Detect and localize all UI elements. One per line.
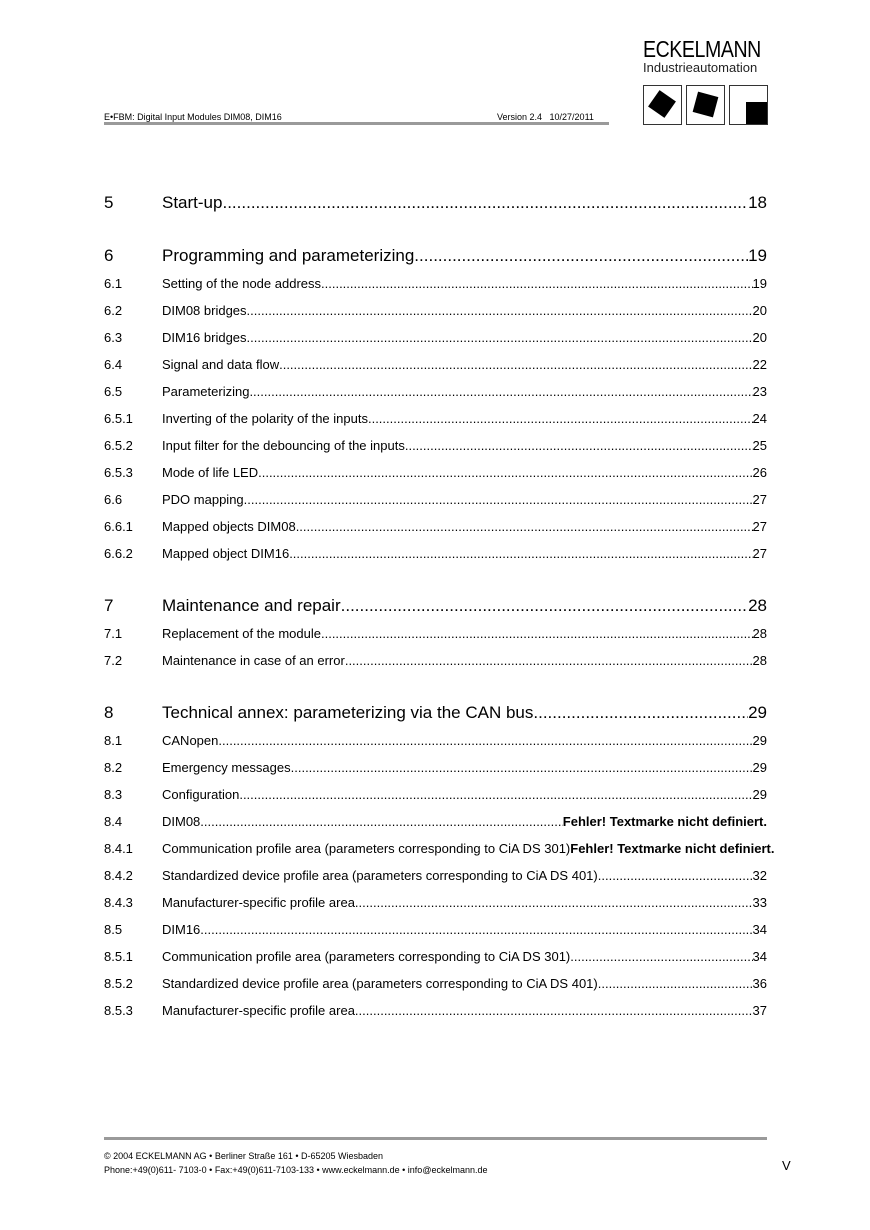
toc-page: 20	[752, 330, 767, 345]
toc-entry[interactable]	[104, 324, 767, 351]
logo-square-icon	[686, 85, 725, 125]
toc-entry[interactable]	[104, 647, 767, 674]
toc-page: 36	[752, 976, 767, 991]
toc-page: 27	[752, 492, 767, 507]
toc-number: 7	[104, 596, 114, 615]
toc-title: CANopen	[162, 733, 219, 748]
toc-leader-dots	[368, 405, 753, 432]
footer-address: © 2004 ECKELMANN AG • Berliner Straße 161 • D-65205 Wiesbaden	[104, 1151, 384, 1161]
toc-error-text: Fehler! Textmarke nicht definiert.	[562, 814, 767, 829]
toc-title: DIM16	[162, 922, 201, 937]
toc-leader-dots	[296, 513, 753, 540]
toc-entry[interactable]	[104, 513, 767, 540]
toc-page: 33	[752, 895, 767, 910]
toc-entry[interactable]	[104, 808, 767, 835]
toc-number: 6.4	[104, 357, 123, 372]
toc-entry[interactable]	[104, 242, 767, 270]
toc-leader-dots	[247, 324, 753, 351]
toc-page: 29	[748, 703, 767, 722]
toc-title: DIM08	[162, 814, 201, 829]
toc-number: 5	[104, 193, 114, 212]
logo-subtitle: Industrieautomation	[643, 60, 758, 75]
toc-title: Standardized device profile area (parameters corresponding to CiA DS 401)	[162, 976, 598, 991]
toc-leader-dots	[414, 242, 748, 270]
toc-page: 37	[752, 1003, 767, 1018]
toc-page: 29	[752, 787, 767, 802]
toc-title: DIM16 bridges	[162, 330, 247, 345]
toc-leader-dots	[405, 432, 753, 459]
toc-title: Mapped objects DIM08	[162, 519, 296, 534]
toc-page: 27	[752, 519, 767, 534]
toc-leader-dots	[289, 540, 752, 567]
toc-entry[interactable]	[104, 405, 767, 432]
toc-title: DIM08 bridges	[162, 303, 247, 318]
toc-title: Manufacturer-specific profile area	[162, 1003, 355, 1018]
toc-number: 8.5.1	[104, 949, 133, 964]
toc-entry[interactable]	[104, 970, 767, 997]
toc-leader-dots	[247, 297, 753, 324]
toc-page: 23	[752, 384, 767, 399]
toc-leader-dots	[239, 781, 752, 808]
toc-number: 6.5.1	[104, 411, 133, 426]
toc-number: 7.1	[104, 626, 123, 641]
toc-number: 7.2	[104, 653, 123, 668]
toc-number: 8.4	[104, 814, 123, 829]
toc-number: 6.3	[104, 330, 123, 345]
toc-leader-dots	[345, 647, 753, 674]
toc-number: 8.5.3	[104, 1003, 133, 1018]
toc-page: 19	[748, 246, 767, 265]
toc-entry[interactable]	[104, 835, 775, 862]
toc-number: 6.6	[104, 492, 123, 507]
toc-title: PDO mapping	[162, 492, 244, 507]
toc-entry[interactable]	[104, 297, 767, 324]
toc-page: 26	[752, 465, 767, 480]
toc-page: 29	[752, 760, 767, 775]
toc-number: 6.5	[104, 384, 123, 399]
toc-title: Signal and data flow	[162, 357, 280, 372]
toc-entry[interactable]	[104, 270, 767, 297]
toc-leader-dots	[570, 943, 752, 970]
toc-entry[interactable]	[104, 620, 767, 647]
toc-entry[interactable]	[104, 699, 767, 727]
toc-entry[interactable]	[104, 351, 767, 378]
toc-page: 28	[752, 626, 767, 641]
toc-page: 22	[752, 357, 767, 372]
toc-error-text: Fehler! Textmarke nicht definiert.	[570, 841, 775, 856]
page-number: V	[782, 1158, 791, 1173]
toc-number: 6	[104, 246, 114, 265]
toc-entry[interactable]	[104, 781, 767, 808]
toc-title: Communication profile area (parameters corresponding to CiA DS 301)	[162, 841, 571, 856]
toc-entry[interactable]	[104, 916, 767, 943]
toc-number: 6.6.1	[104, 519, 133, 534]
toc-title: Setting of the node address	[162, 276, 322, 291]
toc-leader-dots	[291, 754, 753, 781]
header-version: Version 2.4 10/27/2011	[497, 112, 594, 122]
header-divider	[104, 122, 609, 125]
toc-title: Mode of life LED	[162, 465, 259, 480]
toc-number: 8.3	[104, 787, 123, 802]
toc-number: 8.4.3	[104, 895, 133, 910]
toc-page: 27	[752, 546, 767, 561]
toc-title: Emergency messages	[162, 760, 291, 775]
footer-contact: Phone:+49(0)611- 7103-0 • Fax:+49(0)611-7103-133 • www.eckelmann.de • info@eckelmann.de	[104, 1165, 488, 1175]
toc-number: 8.1	[104, 733, 123, 748]
toc-number: 6.5.3	[104, 465, 133, 480]
toc-page: 34	[752, 922, 767, 937]
toc-title: Maintenance and repair	[162, 596, 341, 615]
footer-divider	[104, 1137, 767, 1140]
toc-leader-dots	[244, 486, 753, 513]
toc-entry[interactable]	[104, 486, 767, 513]
toc-leader-dots	[249, 378, 752, 405]
toc-entry[interactable]	[104, 862, 767, 889]
toc-leader-dots	[355, 997, 753, 1024]
toc-entry[interactable]	[104, 432, 767, 459]
toc-leader-dots	[218, 727, 752, 754]
toc-page: 24	[752, 411, 767, 426]
toc-number: 8.2	[104, 760, 123, 775]
toc-page: 25	[752, 438, 767, 453]
toc-leader-dots	[598, 862, 753, 889]
toc-page: 34	[752, 949, 767, 964]
toc-title: Replacement of the module	[162, 626, 321, 641]
toc-entry[interactable]	[104, 540, 767, 567]
toc-entry[interactable]	[104, 378, 767, 405]
toc-leader-dots	[321, 270, 753, 297]
toc-page: 28	[748, 596, 767, 615]
toc-title: Maintenance in case of an error	[162, 653, 345, 668]
header-title: E•FBM: Digital Input Modules DIM08, DIM16	[104, 112, 282, 122]
toc-leader-dots	[279, 351, 752, 378]
toc-leader-dots	[321, 620, 753, 647]
toc-leader-dots	[258, 459, 752, 486]
toc-entry[interactable]	[104, 459, 767, 486]
toc-entry[interactable]	[104, 889, 767, 916]
toc-page: 32	[752, 868, 767, 883]
toc-title: Technical annex: parameterizing via the CAN bus	[162, 703, 534, 722]
toc-number: 6.6.2	[104, 546, 133, 561]
toc-title: Manufacturer-specific profile area	[162, 895, 355, 910]
toc-page: 28	[752, 653, 767, 668]
toc-title: Programming and parameterizing	[162, 246, 415, 265]
toc-page: 18	[748, 193, 767, 212]
toc-number: 6.2	[104, 303, 123, 318]
toc-entry[interactable]	[104, 754, 767, 781]
toc-page: 29	[752, 733, 767, 748]
toc-number: 8.5.2	[104, 976, 133, 991]
toc-title: Start-up	[162, 193, 223, 212]
toc-number: 8.5	[104, 922, 123, 937]
toc-leader-dots	[200, 916, 752, 943]
toc-title: Mapped object DIM16	[162, 546, 290, 561]
toc-number: 8.4.2	[104, 868, 133, 883]
toc-title: Communication profile area (parameters corresponding to CiA DS 301)	[162, 949, 571, 964]
toc-entry[interactable]	[104, 727, 767, 754]
table-of-contents	[104, 189, 775, 1024]
toc-title: Standardized device profile area (parameters corresponding to CiA DS 401)	[162, 868, 598, 883]
toc-entry[interactable]	[104, 592, 767, 620]
toc-page: 20	[752, 303, 767, 318]
toc-leader-dots	[222, 189, 748, 217]
toc-title: Parameterizing	[162, 384, 250, 399]
toc-title: Inverting of the polarity of the inputs	[162, 411, 368, 426]
toc-leader-dots	[355, 889, 753, 916]
toc-entry[interactable]	[104, 943, 767, 970]
toc-title: Input filter for the debouncing of the inputs	[162, 438, 405, 453]
toc-entry[interactable]	[104, 997, 767, 1024]
toc-number: 8.4.1	[104, 841, 133, 856]
logo-square-icon	[729, 85, 768, 125]
toc-number: 6.5.2	[104, 438, 133, 453]
toc-leader-dots	[200, 808, 563, 835]
toc-entry[interactable]	[104, 189, 767, 217]
logo-square-icon	[643, 85, 682, 125]
toc-leader-dots	[533, 699, 748, 727]
toc-leader-dots	[341, 592, 748, 620]
toc-page: 19	[752, 276, 767, 291]
toc-title: Configuration	[162, 787, 240, 802]
toc-leader-dots	[598, 970, 753, 997]
toc-number: 6.1	[104, 276, 123, 291]
logo-name: ECKELMANN	[643, 36, 761, 62]
toc-number: 8	[104, 703, 114, 722]
